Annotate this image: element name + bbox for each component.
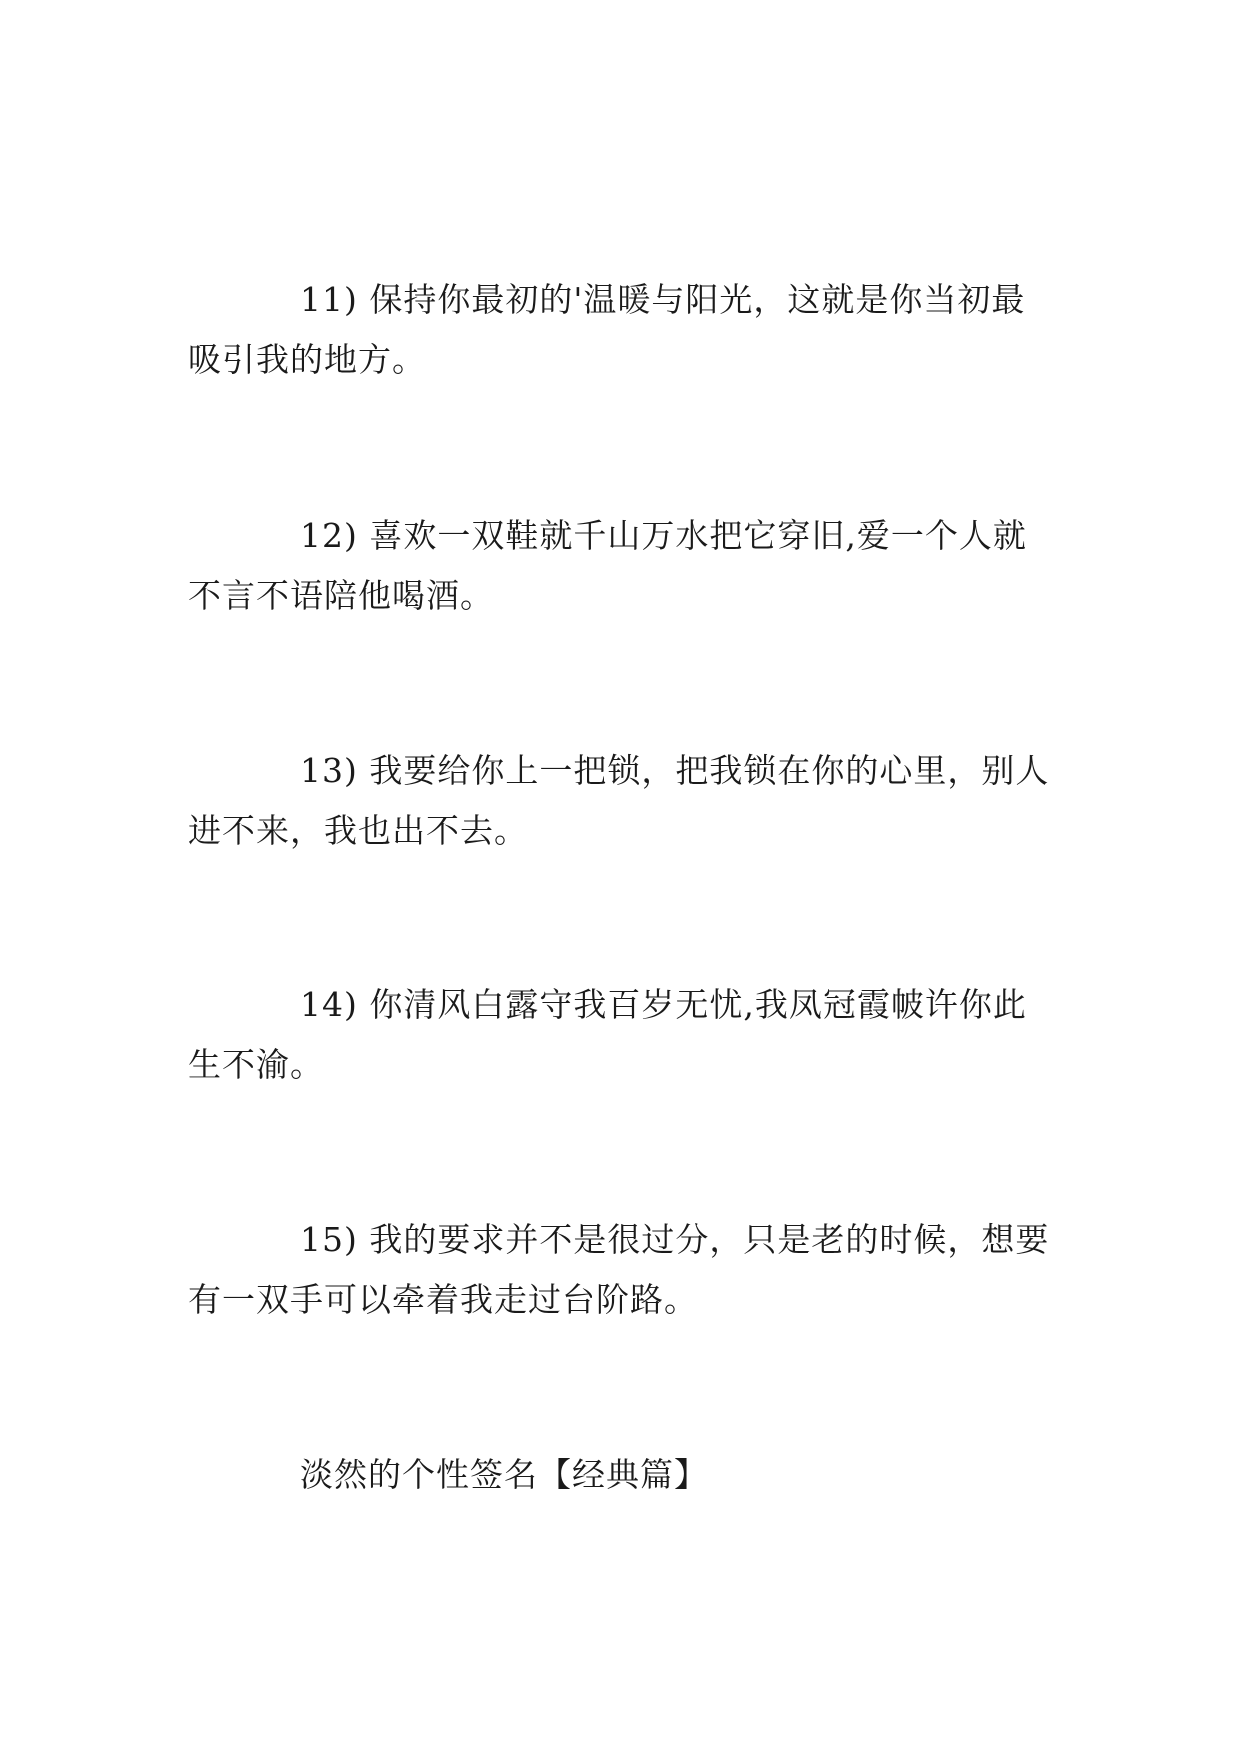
quote-paragraph-13: 13) 我要给你上一把锁，把我锁在你的心里，别人进不来，我也出不去。 xyxy=(188,751,1050,850)
quote-paragraph-11: 11) 保持你最初的'温暖与阳光，这就是你当初最吸引我的地方。 xyxy=(188,280,1026,379)
section-heading: 淡然的个性签名【经典篇】 xyxy=(300,1455,708,1494)
quote-paragraph-15: 15) 我的要求并不是很过分，只是老的时候，想要有一双手可以牵着我走过台阶路。 xyxy=(188,1220,1050,1319)
quote-paragraph-12: 12) 喜欢一双鞋就千山万水把它穿旧,爱一个人就不言不语陪他喝酒。 xyxy=(188,516,1027,615)
quote-paragraph-14: 14) 你清风白露守我百岁无忧,我凤冠霞帔许你此生不渝。 xyxy=(188,985,1027,1084)
